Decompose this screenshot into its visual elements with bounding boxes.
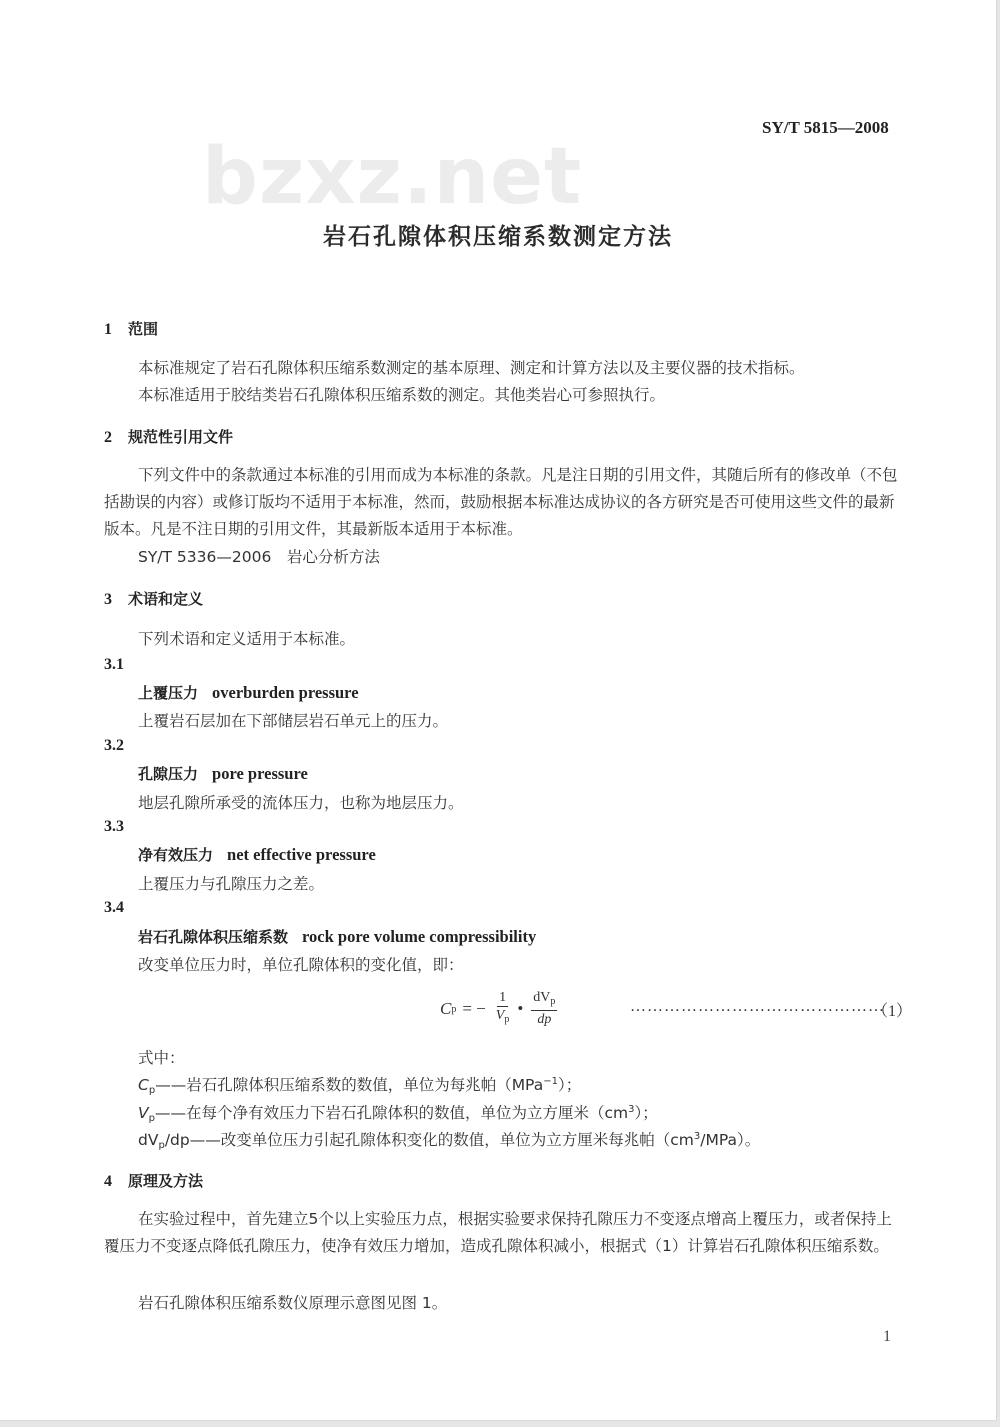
- paragraph: 本标准规定了岩石孔隙体积压缩系数测定的基本原理、测定和计算方法以及主要仪器的技术指标。: [138, 359, 805, 377]
- formula-lhs: C: [440, 999, 452, 1018]
- term-definition: 地层孔隙所承受的流体压力，也称为地层压力。: [138, 794, 464, 812]
- term-zh: 上覆压力: [138, 684, 199, 702]
- paragraph: 下列术语和定义适用于本标准。: [138, 630, 356, 648]
- term-zh: 净有效压力: [138, 846, 214, 864]
- section-number: 4: [104, 1173, 112, 1190]
- term-en: pore pressure: [212, 764, 308, 783]
- paragraph: 在实验过程中，首先建立5个以上实验压力点，根据实验要求保持孔隙压力不变逐点增高上覆压力，或者保持上覆压力不变逐点降低孔隙压力，使净有效压力增加，造成孔隙体积减小，根据式（1）计算岩石孔隙体积压缩系数。: [104, 1210, 892, 1255]
- section-4-heading: [104, 1170, 203, 1191]
- term-heading: [138, 682, 359, 703]
- variable-definition: dVp/dp——改变单位压力引起孔隙体积变化的数值，单位为立方厘米每兆帕$(cm^3/MPa)$。: [138, 1131, 761, 1151]
- term-definition: 上覆压力与孔隙压力之差。: [138, 875, 325, 893]
- section-number: 3: [104, 591, 112, 608]
- equation-number: （1）: [872, 1003, 913, 1020]
- section-3-heading: [104, 588, 203, 609]
- term-heading: [138, 926, 536, 947]
- fraction-1: $\frac{1}{V_p}$: [495, 990, 510, 1025]
- term-en: rock pore volume compressibility: [302, 927, 537, 946]
- term-number: 3.4: [104, 899, 124, 916]
- term-number: 3.3: [104, 818, 124, 835]
- normative-reference: SY/T 5336—2006 岩心分析方法: [138, 548, 380, 566]
- paragraph: 本标准适用于胶结类岩石孔隙体积压缩系数的测定。其他类岩心可参照执行。: [138, 386, 666, 404]
- where-label: 式中：: [138, 1049, 185, 1067]
- section-title: 术语和定义: [128, 590, 204, 608]
- section-title: 规范性引用文件: [128, 428, 234, 446]
- formula-dot: •: [517, 999, 524, 1018]
- term-zh: 孔隙压力: [138, 765, 199, 783]
- watermark: bzxz.net: [202, 132, 583, 222]
- formula-equals: = −: [462, 999, 486, 1018]
- term-number: 3.1: [104, 656, 124, 673]
- document-title: 岩石孔隙体积压缩系数测定方法: [323, 224, 673, 250]
- term-heading: [138, 763, 308, 784]
- term-definition: 改变单位压力时，单位孔隙体积的变化值，即：: [138, 956, 464, 974]
- page-number: 1: [883, 1328, 891, 1345]
- term-number: 3.2: [104, 737, 124, 754]
- term-definition: 上覆岩石层加在下部储层岩石单元上的压力。: [138, 712, 449, 730]
- section-number: 2: [104, 429, 112, 446]
- term-en: net effective pressure: [227, 845, 376, 864]
- paragraph: 岩石孔隙体积压缩系数仪原理示意图见图 1。: [138, 1294, 448, 1312]
- section-1-heading: [104, 318, 158, 339]
- term-heading: [138, 844, 376, 865]
- section-number: 1: [104, 321, 112, 338]
- paragraph: 下列文件中的条款通过本标准的引用而成为本标准的条款。凡是注日期的引用文件，其随后所有的修改单（不包括勘误的内容）或修订版均不适用于本标准，然而，鼓励根据本标准达成协议的各方研究是否可使用这些文件的最新版本。凡是不注日期的引用文件，其最新版本适用于本标准。: [104, 466, 898, 538]
- section-title: 原理及方法: [128, 1172, 204, 1190]
- term-zh: 岩石孔隙体积压缩系数: [138, 928, 289, 946]
- section-title: 范围: [128, 320, 159, 338]
- standard-code: SY/T 5815—2008: [762, 118, 889, 137]
- formula-leader: ………………………………………: [630, 998, 885, 1015]
- fraction-2: $\frac{dV_p}{dp}$: [533, 990, 556, 1027]
- term-en: overburden pressure: [212, 683, 359, 702]
- variable-definition: Vp——在每个净有效压力下岩石孔隙体积的数值，单位为立方厘米$(cm^3)$；: [138, 1104, 658, 1124]
- formula-1: C p = − $\frac{1}{V_p}$ • $\frac{dV_p}{dp}$: [440, 990, 556, 1027]
- variable-definition: Cp——岩石孔隙体积压缩系数的数值，单位为每兆帕（MPa$^{-1}$）；: [138, 1076, 582, 1096]
- section-2-heading: [104, 426, 233, 447]
